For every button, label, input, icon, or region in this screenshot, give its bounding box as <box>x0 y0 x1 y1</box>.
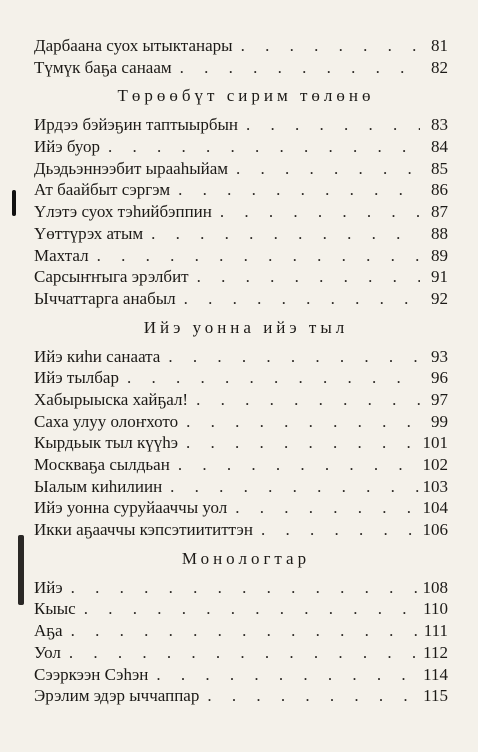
leader-dots <box>178 432 420 454</box>
toc-entry-title: Дарбаана суох ытыктанары <box>34 36 233 55</box>
toc-entry-title: Ийэ тылбар <box>34 368 119 388</box>
leader-dots <box>212 201 420 223</box>
toc-entry-title: Кырдьык тыл күүһэ <box>34 433 179 453</box>
toc-entry <box>34 454 448 476</box>
leader-dots <box>63 620 420 642</box>
toc-entry-title: Сарсыҥҥыга эрэлбит <box>34 267 189 287</box>
leader-dots <box>188 389 420 411</box>
toc-entry <box>34 642 448 664</box>
toc-entry-page: 110 <box>423 599 448 619</box>
toc-entry-page: 88 <box>431 223 448 243</box>
toc-section-4 <box>34 577 448 707</box>
leader-dots <box>227 497 420 519</box>
toc-entry <box>34 432 448 454</box>
toc-entry-title: Аҕа <box>34 621 63 641</box>
toc-entry-page: 101 <box>422 433 448 453</box>
leader-dots <box>170 454 420 476</box>
toc-entry-page: 111 <box>423 621 448 641</box>
toc-entry <box>34 497 448 519</box>
page-edge-mark <box>18 535 24 605</box>
toc-entry-page: 83 <box>431 115 448 135</box>
toc-entry <box>34 158 448 180</box>
toc-entry-page: 108 <box>422 577 448 597</box>
toc-entry <box>34 223 448 245</box>
toc-entry <box>34 114 448 136</box>
toc-entry <box>34 598 448 620</box>
toc-entry <box>34 266 448 288</box>
toc-entry-page: 106 <box>422 520 448 540</box>
section-heading: Ийэ уонна ийэ тыл <box>143 317 349 337</box>
page-edge-mark <box>12 190 16 216</box>
toc-entry-title: Ирдээ бэйэҕин таптыырбын <box>34 115 239 135</box>
toc-section-1 <box>34 35 448 78</box>
toc-entry <box>34 179 448 201</box>
leader-dots <box>228 158 420 180</box>
toc-entry-title: Ыалым киһилиин <box>34 476 163 496</box>
toc-section-2 <box>34 114 448 309</box>
toc-entry <box>34 519 448 541</box>
toc-entry <box>34 411 448 433</box>
toc-entry-title: Ийэ <box>34 577 63 597</box>
toc-entry-title: Дьэдьэннээбит ырааһыйам <box>34 158 229 178</box>
toc-entry-page: 102 <box>422 455 448 474</box>
toc-entry-page: 97 <box>431 389 448 409</box>
toc-entry-page: 81 <box>431 36 448 55</box>
toc-entry-page: 86 <box>431 180 448 200</box>
leader-dots <box>253 519 420 541</box>
toc-entry-title: Ат баайбыт сэргэм <box>34 180 171 200</box>
toc-entry <box>34 245 448 267</box>
leader-dots <box>100 136 420 158</box>
leader-dots <box>170 179 420 201</box>
toc-entry-page: 103 <box>422 476 448 496</box>
toc-entry <box>34 288 448 310</box>
toc-entry-page: 85 <box>431 158 448 178</box>
toc-entry-title: Махтал <box>34 245 89 265</box>
toc-entry-page: 93 <box>431 346 448 366</box>
toc-entry <box>34 620 448 642</box>
toc-entry <box>34 136 448 158</box>
toc-entry-title: Түмүк баҕа санаам <box>34 57 172 77</box>
toc-entry-title: Үөттүрэх атым <box>34 223 144 243</box>
toc-entry <box>34 389 448 411</box>
toc-entry-title: Үлэтэ суох тэһийбэппин <box>34 202 212 222</box>
toc-section-3 <box>34 346 448 541</box>
toc-entry-title: Москваҕа сылдьан <box>34 455 170 474</box>
toc-entry-page: 112 <box>423 642 448 662</box>
toc-entry-title: Ыччаттарга анабыл <box>34 288 176 308</box>
toc-entry <box>34 577 448 599</box>
leader-dots <box>76 598 420 620</box>
leader-dots <box>63 577 420 599</box>
leader-dots <box>233 35 420 57</box>
leader-dots <box>61 642 420 664</box>
toc-entry-title: Ийэ киһи санаата <box>34 346 161 366</box>
toc-entry <box>34 57 448 79</box>
toc-entry-page: 84 <box>431 137 448 157</box>
leader-dots <box>162 476 420 498</box>
toc-entry-title: Икки аҕааччы кэпсэтиититтэн <box>34 520 253 540</box>
toc-entry-title: Кыыс <box>34 599 76 619</box>
toc-entry-title: Хабырыыска хайҕал! <box>34 389 189 409</box>
toc-entry-title: Ийэ уонна суруйааччы уол <box>34 498 228 518</box>
leader-dots <box>176 288 420 310</box>
toc-entry-page: 104 <box>422 498 448 518</box>
toc-entry <box>34 346 448 368</box>
table-of-contents <box>34 35 448 707</box>
leader-dots <box>238 114 420 136</box>
toc-entry-page: 96 <box>431 368 448 388</box>
leader-dots <box>199 685 420 707</box>
toc-entry-title: Эрэлим эдэр ыччаппар <box>34 686 200 706</box>
leader-dots <box>172 57 420 79</box>
toc-entry <box>34 476 448 498</box>
toc-entry-title: Сээркээн Сэһэн <box>34 664 149 684</box>
toc-entry-title: Ийэ буор <box>34 137 100 157</box>
toc-entry-page: 87 <box>431 202 448 222</box>
toc-entry-page: 91 <box>431 267 448 287</box>
leader-dots <box>89 245 420 267</box>
toc-entry <box>34 35 448 57</box>
toc-entry-page: 114 <box>423 664 448 684</box>
toc-entry <box>34 685 448 707</box>
toc-entry <box>34 367 448 389</box>
leader-dots <box>178 411 420 433</box>
leader-dots <box>160 346 420 368</box>
leader-dots <box>189 266 420 288</box>
toc-entry-page: 115 <box>423 686 448 706</box>
toc-entry <box>34 201 448 223</box>
toc-entry-page: 99 <box>431 411 448 431</box>
toc-entry <box>34 664 448 686</box>
toc-entry-page: 89 <box>431 245 448 265</box>
section-heading: Монологтар <box>181 548 311 568</box>
section-heading: Төрөөбүт сирим төлөнө <box>117 86 375 106</box>
toc-entry-page: 82 <box>431 57 448 77</box>
toc-entry-page: 92 <box>431 288 448 308</box>
toc-entry-title: Уол <box>34 642 61 662</box>
leader-dots <box>119 367 420 389</box>
leader-dots <box>148 664 420 686</box>
leader-dots <box>143 223 420 245</box>
toc-entry-title: Саха улуу олоҥхото <box>34 411 179 431</box>
